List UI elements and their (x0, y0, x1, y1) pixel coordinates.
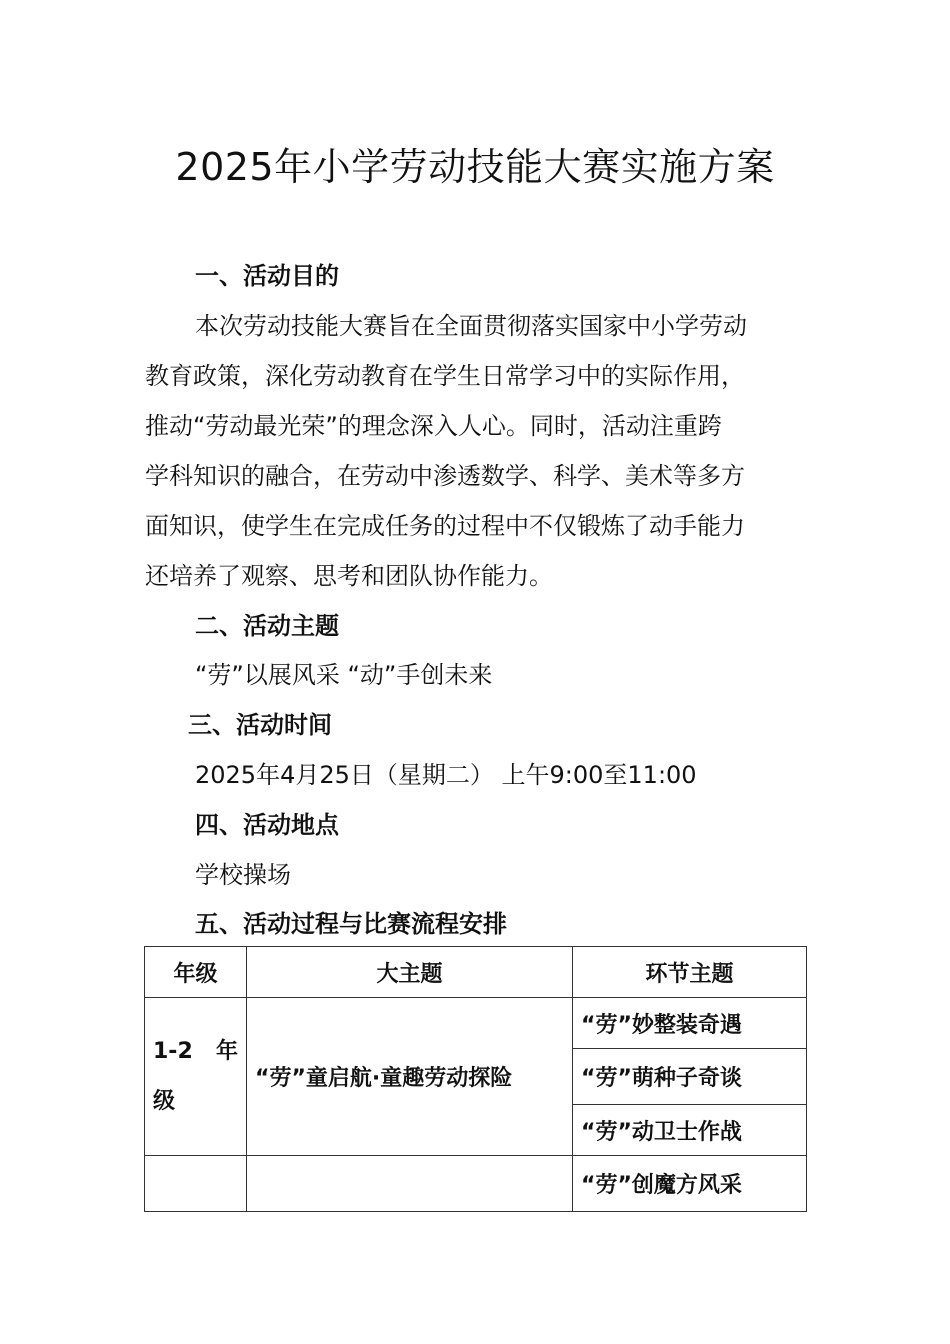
section-heading-theme: 二、活动主题 (195, 612, 339, 640)
section-heading-time: 三、活动时间 (188, 711, 332, 739)
sub-theme-cell: “劳”动卫士作战 (573, 1105, 807, 1156)
purpose-line: 还培养了观察、思考和团队协作能力。 (145, 562, 553, 590)
section-heading-place: 四、活动地点 (195, 811, 339, 839)
header-main-theme: 大主题 (247, 947, 573, 998)
purpose-line: 推动“劳动最光荣”的理念深入人心。同时，活动注重跨 (145, 412, 722, 440)
empty-cell (247, 1156, 573, 1212)
time-text: 2025年4月25日（星期二） 上午9:00至11:00 (195, 761, 697, 789)
table-row (145, 1156, 807, 1212)
purpose-line: 教育政策，深化劳动教育在学生日常学习中的实际作用， (145, 362, 745, 390)
purpose-line: 学科知识的融合，在劳动中渗透数学、科学、美术等多方 (145, 462, 745, 490)
schedule-table (144, 946, 807, 1212)
sub-theme-cell: “劳”萌种子奇谈 (573, 1049, 807, 1105)
section-heading-process: 五、活动过程与比赛流程安排 (195, 910, 507, 938)
theme-text: “劳”以展风采 “动”手创未来 (195, 661, 493, 689)
purpose-line: 面知识，使学生在完成任务的过程中不仅锻炼了动手能力 (145, 512, 745, 540)
empty-cell (145, 1156, 247, 1212)
table-row (145, 998, 807, 1049)
table-header-row (145, 947, 807, 998)
header-grade: 年级 (145, 947, 247, 998)
section-heading-purpose: 一、活动目的 (195, 262, 339, 290)
header-sub-theme: 环节主题 (573, 947, 807, 998)
sub-theme-cell: “劳”妙整装奇遇 (573, 998, 807, 1049)
place-text: 学校操场 (195, 861, 291, 889)
document-title: 2025年小学劳动技能大赛实施方案 (175, 145, 775, 189)
grade-cell: 1-2 年级 (145, 998, 247, 1156)
sub-theme-cell: “劳”创魔方风采 (573, 1156, 807, 1212)
main-theme-cell: “劳”童启航·童趣劳动探险 (247, 998, 573, 1156)
purpose-line: 本次劳动技能大赛旨在全面贯彻落实国家中小学劳动 (195, 312, 747, 340)
